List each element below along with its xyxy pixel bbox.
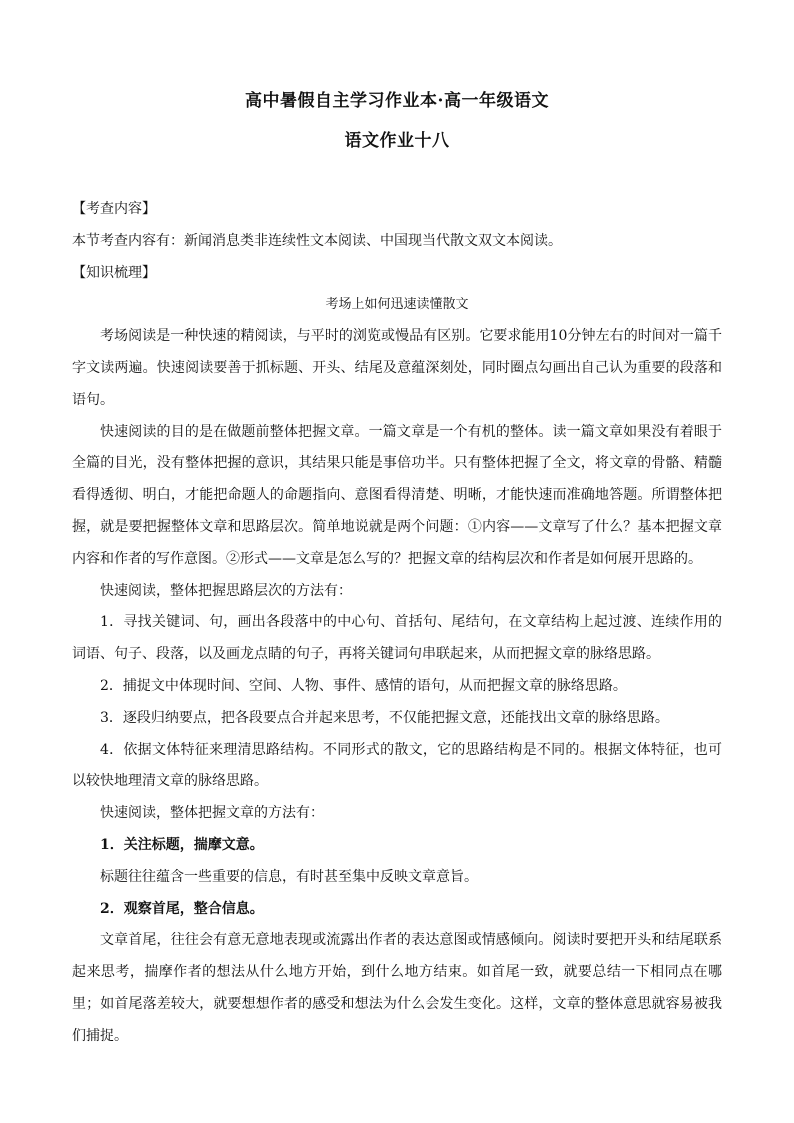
- exam-content-heading: 【考查内容】: [72, 201, 156, 217]
- document-body: [72, 194, 722, 1053]
- method-heading: 1．关注标题，揣摩文意。: [100, 836, 264, 853]
- method-heading: 2．观察首尾，整合信息。: [100, 900, 264, 917]
- paragraph: 标题往往蕴含一些重要的信息，有时甚至集中反映文章意旨。: [100, 868, 478, 885]
- paragraph: 快速阅读，整体把握思路层次的方法有：: [100, 582, 352, 599]
- document-subtitle: 语文作业十八: [344, 131, 450, 151]
- paragraph: 文章首尾，往往会有意无意地表现或流露出作者的表达意图或情感倾向。阅读时要把开头和结尾联系起来思考，揣摩作者的想法从什么地方开始，到什么地方结束。如首尾一致，就要总结一下相同点在哪里；如首尾落差较大，就要想想作者的感受和想法为什么会发生变化。这样，文章的整体意思就容易被我们捕捉。: [72, 932, 722, 1044]
- paragraph: 考场阅读是一种快速的精阅读，与平时的浏览或慢品有区别。它要求能用10分钟左右的时间对一篇千字文读两遍。快速阅读要善于抓标题、开头、结尾及意蕴深刻处，同时圈点勾画出自己认为重要的段落和语句。: [72, 328, 722, 408]
- list-item: 1．寻找关键词、句，画出各段落中的中心句、首括句、尾结句，在文章结构上起过渡、连续作用的词语、句子、段落，以及画龙点睛的句子，再将关键词句串联起来，从而把握文章的脉络思路。: [72, 614, 722, 663]
- list-item: 3．逐段归纳要点，把各段要点合并起来思考，不仅能把握文意，还能找出文章的脉络思路。: [100, 709, 669, 726]
- paragraph: 快速阅读的目的是在做题前整体把握文章。一篇文章是一个有机的整体。读一篇文章如果没有着眼于全篇的目光，没有整体把握的意识，其结果只能是事倍功半。只有整体把握了全文，将文章的骨骼、精髓看得透彻、明白，才能把命题人的命题指向、意图看得清楚、明晰，才能快速而准确地答题。所谓整体把握，就是要把握整体文章和思路层次。简单地说就是两个问题：①内容——文章写了什么？基本把握文章内容和作者的写作意图。②形式——文章是怎么写的？把握文章的结构层次和作者是如何展开思路的。: [72, 423, 722, 567]
- article-title: 考场上如何迅速读懂散文: [325, 297, 469, 313]
- exam-content-text: 本节考查内容有：新闻消息类非连续性文本阅读、中国现当代散文双文本阅读。: [72, 232, 562, 249]
- list-item: 4．依据文体特征来理清思路结构。不同形式的散文，它的思路结构是不同的。根据文体特征，也可以较快地理清文章的脉络思路。: [72, 741, 722, 790]
- paragraph: 快速阅读，整体把握文章的方法有：: [100, 805, 324, 822]
- list-item: 2．捕捉文中体现时间、空间、人物、事件、感情的语句，从而把握文章的脉络思路。: [100, 677, 627, 694]
- document-title: 高中暑假自主学习作业本·高一年级语文: [245, 91, 549, 111]
- knowledge-heading: 【知识梳理】: [72, 264, 156, 281]
